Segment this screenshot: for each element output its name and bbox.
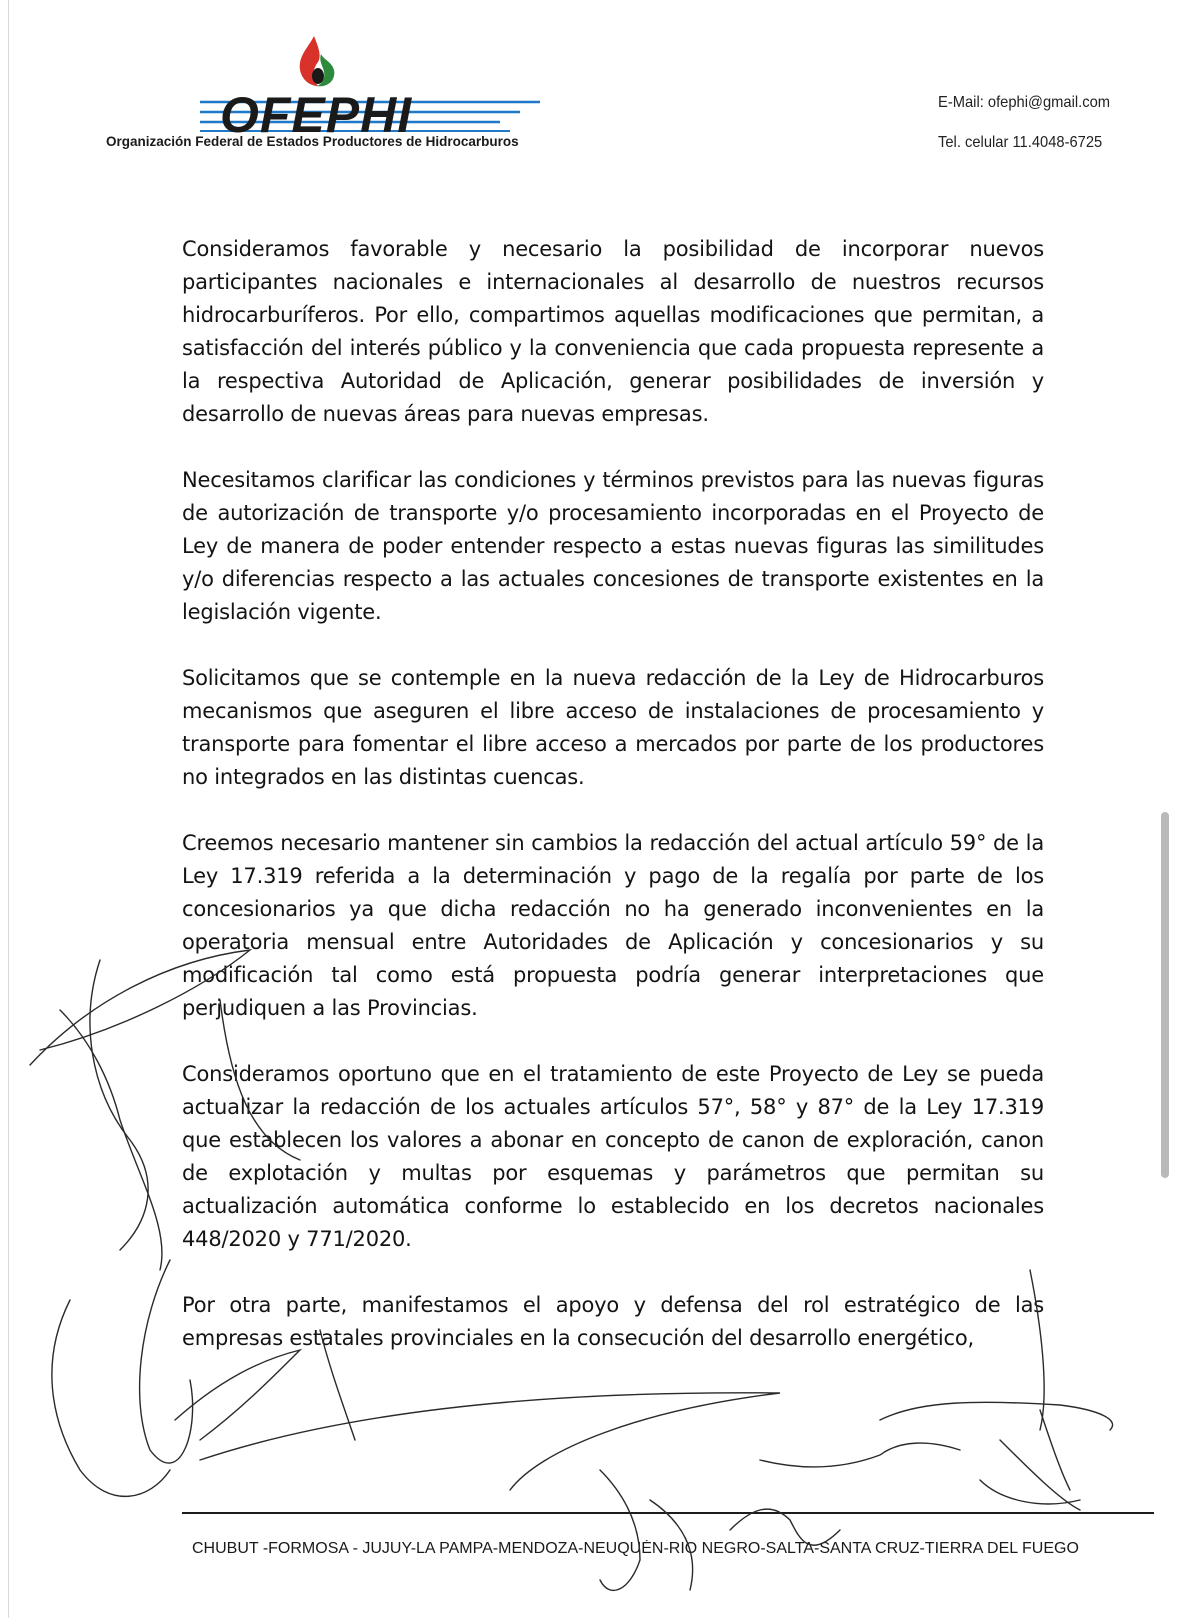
- organization-name: Organización Federal de Estados Productores de Hidrocarburos: [106, 134, 519, 149]
- contact-phone: Tel. celular 11.4048-6725: [938, 134, 1103, 151]
- contact-email: E-Mail: ofephi@gmail.com: [938, 94, 1111, 111]
- paragraph: Creemos necesario mantener sin cambios la redacción del actual artículo 59° de la Ley 17.319 referida a la determinación y pago de la regalía por parte de los concesionarios ya que dicha redacción no ha generado inconvenientes en la operatoria mensual entre Autoridades de Aplicación y concesionarios y su modificación tal como está propuesta podría generar interpretaciones que perjudiquen a las Provincias.: [182, 831, 1044, 1020]
- paragraph: Consideramos oportuno que en el tratamiento de este Proyecto de Ley se pueda actualizar la redacción de los actuales artículos 57°, 58° y 87° de la Ley 17.319 que establecen los valores a abonar en concepto de canon de exploración, canon de explotación y multas por esquemas y parámetros que permitan su actualización automática conforme lo establecido en los decretos nacionales 448/2020 y 771/2020.: [182, 1062, 1044, 1251]
- page-edge: [8, 0, 9, 1618]
- logo-wordmark: OFEPHI: [220, 87, 413, 143]
- paragraph: Consideramos favorable y necesario la posibilidad de incorporar nuevos participantes nacionales e internacionales al desarrollo de nuestros recursos hidrocarburíferos. Por ello, compartimos aquellas modificaciones que permitan, a satisfacción del interés público y la conveniencia que cada propuesta represente a la respectiva Autoridad de Aplicación, generar posibilidades de inversión y desarrollo de nuevas áreas para nuevas empresas.: [182, 237, 1044, 426]
- scrollbar-thumb[interactable]: [1161, 812, 1169, 1178]
- letter-body: [182, 233, 1044, 1388]
- paragraph: Solicitamos que se contemple en la nueva redacción de la Ley de Hidrocarburos mecanismos que aseguren el libre acceso de instalaciones de procesamiento y transporte para fomentar el libre acceso a mercados por parte de los productores no integrados en las distintas cuencas.: [182, 666, 1044, 789]
- footer-provinces: CHUBUT -FORMOSA - JUJUY-LA PAMPA-MENDOZA-NEUQUÉN-RIO NEGRO-SALTA-SANTA CRUZ-TIERRA DEL FUEGO: [192, 1540, 1079, 1557]
- paragraph: Por otra parte, manifestamos el apoyo y defensa del rol estratégico de las empresas estatales provinciales en la consecución del desarrollo energético,: [182, 1293, 1044, 1350]
- ofephi-logo: [100, 34, 530, 154]
- footer-divider: [182, 1512, 1154, 1514]
- paragraph: Necesitamos clarificar las condiciones y términos previstos para las nuevas figuras de autorización de transporte y/o procesamiento incorporadas en el Proyecto de Ley de manera de poder entender respecto a estas nuevas figuras las similitudes y/o diferencias respecto a las actuales concesiones de transporte existentes en la legislación vigente.: [182, 468, 1044, 624]
